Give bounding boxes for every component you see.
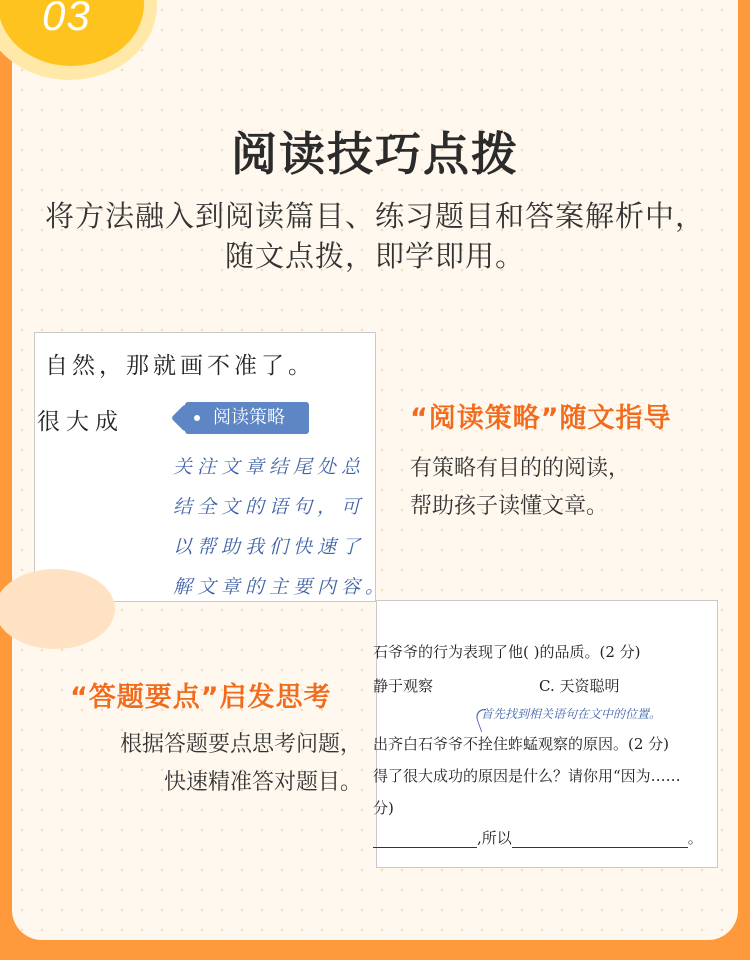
- subtitle-line-2: 随文点拨，即学即用。: [224, 239, 525, 273]
- strategy-note: [173, 447, 390, 607]
- section2-description: [80, 726, 362, 802]
- question-line: 分): [373, 799, 394, 817]
- section1-desc-line: 帮助孩子读懂文章。: [410, 494, 609, 519]
- strategy-tag: [185, 402, 309, 434]
- section2-heading: “答题要点”启发思考: [70, 682, 332, 713]
- question-line: 石爷爷的行为表现了他( )的品质。(2 分): [373, 643, 641, 661]
- answer-connector: ,所以: [477, 829, 512, 847]
- question-line: 出齐白石爷爷不拴住蚱蜢观察的原因。(2 分): [373, 735, 670, 753]
- reading-strategy-sample: [34, 332, 390, 602]
- answer-blank-line: [373, 827, 703, 848]
- option-line: 静于观察: [373, 677, 434, 695]
- note-line: 以帮助我们快速了: [173, 536, 366, 558]
- question-line: 得了很大成功的原因是什么？请你用“因为……: [373, 767, 681, 785]
- answer-end: 。: [687, 829, 703, 847]
- tag-dot-icon: [194, 415, 200, 421]
- sample-text-left: 很大成: [37, 409, 124, 435]
- note-line: 解文章的主要内容。: [173, 576, 390, 598]
- answer-points-sample: [373, 600, 718, 868]
- badge-number: 03: [42, 0, 91, 39]
- option-line: C. 天资聪明: [539, 677, 620, 695]
- handwritten-hint: 首先找到相关语句在文中的位置。: [481, 707, 662, 721]
- answer-blank: [512, 847, 688, 848]
- note-line: 关注文章结尾处总: [173, 456, 366, 478]
- subtitle-line-1: 将方法融入到阅读篇目、练习题目和答案解析中，: [44, 199, 705, 233]
- decorative-blob: [0, 569, 115, 649]
- section2-desc-line: 根据答题要点思考问题，: [119, 732, 362, 757]
- note-line: 结全文的语句，可: [173, 496, 366, 518]
- section1-heading: “阅读策略”随文指导: [410, 403, 672, 434]
- answer-blank: [373, 847, 477, 848]
- sample-text-top: 自然，那就画不准了。: [45, 353, 315, 379]
- section1-description: [410, 450, 630, 526]
- section1-desc-line: 有策略有目的的阅读，: [410, 456, 631, 481]
- page-title: 阅读技巧点拨: [231, 127, 519, 181]
- strategy-tag-label: 阅读策略: [213, 407, 285, 428]
- section2-desc-line: 快速精准答对题目。: [163, 770, 362, 795]
